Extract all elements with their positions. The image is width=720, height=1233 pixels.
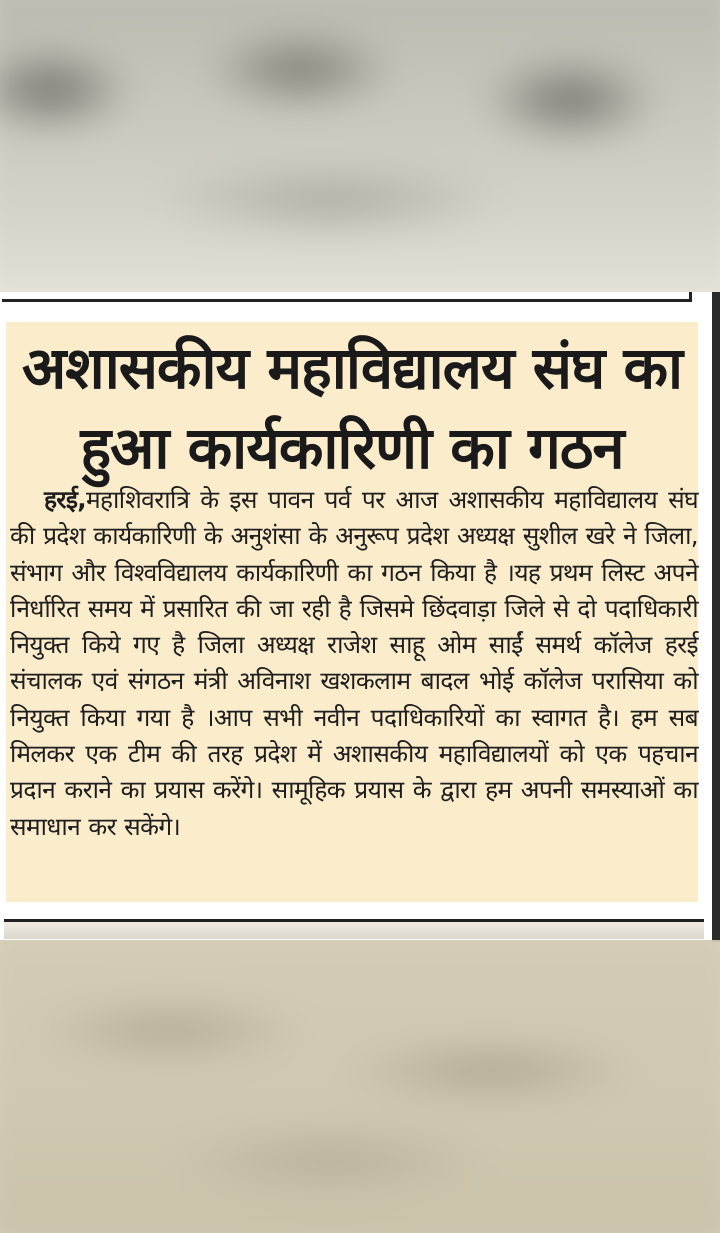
blurred-bottom-region: [0, 940, 720, 1233]
article-body: [10, 482, 698, 845]
newspaper-clipping: [6, 322, 698, 902]
article-dateline: हरई,: [44, 485, 86, 514]
article-headline: अशासकीय महाविद्यालय संघ का हुआ कार्यकारिणी का गठन: [21, 334, 683, 482]
top-divider: [2, 292, 692, 302]
right-edge-border: [712, 292, 720, 942]
article-body-text: महाशिवरात्रि के इस पावन पर्व पर आज अशासकीय महाविद्यालय संघ की प्रदेश कार्यकारिणी के अनुशंसा के अनुरूप प्रदेश अध्यक्ष सुशील खरे ने जिला, संभाग और विश्वविद्यालय कार्यकारिणी का गठन किया है ।यह प्रथम लिस्ट अपने निर्धारित समय में प्रसारित की जा रही है जिसमे छिंदवाड़ा जिले से दो पदाधिकारी नियुक्त किये गए है जिला अध्यक्ष राजेश साहू ओम साईं समर्थ कॉलेज हरई संचालक एवं संगठन मंत्री अविनाश खशकलाम बादल भोई कॉलेज परासिया को नियुक्त किया गया है ।आप सभी नवीन पदाधिकारियों का स्वागत है। हम सब मिलकर एक टीम की तरह प्रदेश में अशासकीय महाविद्यालयों को एक पहचान प्रदान कराने का प्रयास करेंगे। सामूहिक प्रयास के द्वारा हम अपनी समस्याओं का समाधान कर सकेंगे।: [10, 485, 698, 841]
blurred-top-region: [0, 0, 720, 292]
bottom-divider: [4, 919, 704, 939]
